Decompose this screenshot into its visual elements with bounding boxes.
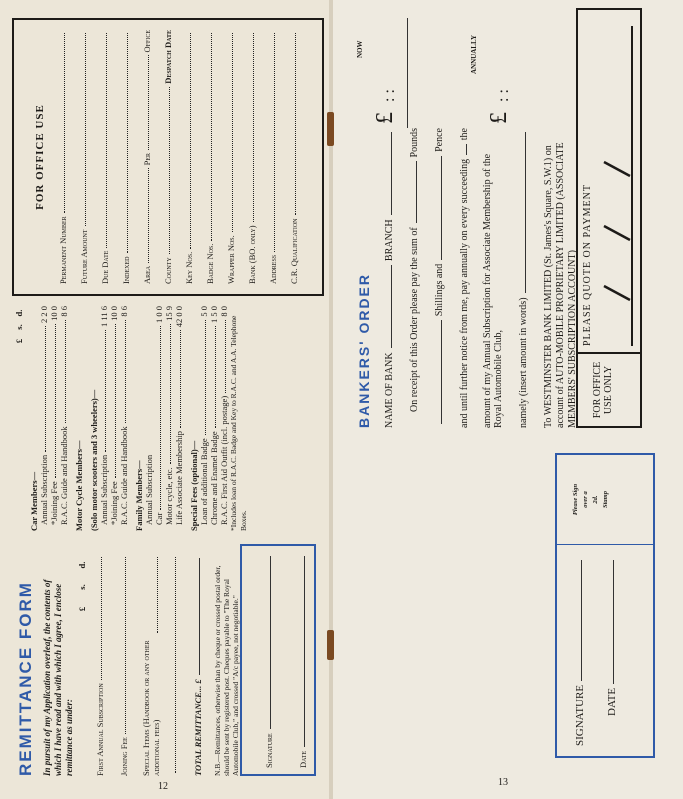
office-field-label: Future Amount <box>79 229 89 284</box>
office-field-label: Permanent Number <box>58 216 68 284</box>
office-use-only-box <box>576 8 642 428</box>
remittance-signature-field[interactable]: Signature <box>264 552 274 768</box>
fee-item-label: *Includes loan of R.A.C. Badge and Key to R.A.C. and A.A. Telephone Boxes. <box>229 315 248 531</box>
office-use-title: FOR OFFICE USE <box>34 104 46 210</box>
fees-list <box>29 306 249 531</box>
office-field[interactable] <box>79 30 89 284</box>
fee-item <box>49 306 59 531</box>
signature-date-box <box>240 544 316 776</box>
despatch-date-label: Despatch Date <box>163 30 173 84</box>
fee-item-label: Annual Subscription <box>144 454 154 525</box>
office-field[interactable] <box>226 30 236 284</box>
fee-item-amount: 1 5 0 <box>209 306 219 323</box>
fee-item-label: Motor Cycle Members— <box>74 440 84 531</box>
fee-item <box>174 306 184 531</box>
remittance-intro: In pursuit of my Application overleaf, the contents of which I have read and with which I agree, I enclose remittance as under: <box>42 579 74 776</box>
office-field[interactable] <box>289 30 299 284</box>
bankers-order-panel <box>350 8 670 768</box>
fee-item <box>99 306 109 531</box>
remittance-date-field[interactable]: Date <box>298 552 308 768</box>
fee-item <box>134 306 144 531</box>
office-field-label: C.R. Qualification <box>289 218 299 284</box>
fees-schedule <box>12 306 324 531</box>
fee-item <box>209 306 219 531</box>
fee-item-label: Life Associate Membership <box>174 431 184 525</box>
blank-line[interactable] <box>175 554 179 776</box>
until-notice-field[interactable]: and until further notice from me, pay annually on every succeeding the <box>459 128 470 428</box>
amount-text: amount of my Annual Subscription for Associate Membership of the Royal Automobile Club, <box>482 153 504 428</box>
office-use-only-label: FOR OFFICE USE ONLY <box>578 352 640 426</box>
page-number-left: 12 <box>158 781 168 792</box>
total-remittance-line[interactable]: TOTAL REMITTANCE... £ <box>193 554 203 776</box>
fee-item-label: R.A.C. Guide and Handbook <box>119 426 129 525</box>
fee-item <box>119 306 129 531</box>
remittance-panel <box>12 16 324 776</box>
fee-item <box>189 306 199 531</box>
office-use-box <box>12 18 324 296</box>
fee-item-amount: 15 9 <box>164 306 174 321</box>
office-field[interactable] <box>142 30 152 284</box>
annually-amount-field[interactable]: £ : : <box>486 89 512 124</box>
office-field[interactable] <box>58 30 68 284</box>
stamp-area: Please Sign over a 2d. Stamp <box>557 455 653 545</box>
payment-reference-field[interactable] <box>600 16 632 346</box>
fee-item <box>109 306 119 531</box>
staple-top <box>327 112 334 146</box>
amount-words-field[interactable]: namely (insert amount in words) <box>518 128 529 428</box>
office-field[interactable] <box>163 30 173 284</box>
fee-item-amount: 42 0 0 <box>174 306 184 328</box>
office-field[interactable] <box>247 30 257 284</box>
fee-item-label: (Solo motor scooters and 3 wheelers)— <box>89 389 99 531</box>
payment-slashes <box>600 16 634 346</box>
fee-item-amount: 5 0 <box>199 306 209 317</box>
fee-item-amount: 10 0 <box>109 306 119 321</box>
fee-item-label: Loan of additional Badge <box>199 438 209 525</box>
office-field[interactable] <box>100 30 110 284</box>
shillings-pence-field[interactable]: Shillings and Pence <box>434 128 445 428</box>
fee-item-amount: 1 11 6 <box>99 306 109 327</box>
annually-label: ANNUALLY <box>470 34 478 74</box>
fee-item-label: Annual Subscription <box>39 454 49 525</box>
fee-item-label: *Joining Fee <box>109 481 119 525</box>
office-field-label: Address <box>268 254 278 284</box>
fee-item <box>74 306 84 531</box>
remittance-currency-header: £ s. d. <box>77 561 87 612</box>
order-signature-field[interactable]: SIGNATURE <box>575 556 585 746</box>
fee-item <box>39 306 49 531</box>
fee-item-label: Car <box>154 512 164 525</box>
fee-item-amount: 1 0 0 <box>154 306 164 323</box>
fee-item-amount: 8 6 <box>119 306 129 317</box>
office-fields <box>58 30 299 284</box>
fee-item-label: R.A.C. First Aid Outfit (incl. postage) <box>219 395 229 525</box>
pounds-field[interactable]: On receipt of this Order please pay the sum of Pounds <box>409 128 420 412</box>
special-items-line[interactable]: Special Items (Handbook or any other additional fees) <box>141 554 161 776</box>
remittance-form <box>12 546 324 776</box>
now-label: NOW <box>356 40 364 58</box>
fee-item-amount: 8 0 <box>219 306 229 317</box>
remittance-title: REMITTANCE FORM <box>16 581 35 776</box>
fee-item <box>29 306 39 531</box>
fee-item-label: Car Members— <box>29 471 39 531</box>
joining-fee-line[interactable]: Joining Fee <box>119 554 129 776</box>
westminster-bank-text: To WESTMINSTER BANK LIMITED (St. James's Square, S.W.1) on account of AUTO-MOBILE PROPRIETARY LIMITED (ASSOCIATE MEMBERS' SUBSCRIPTION ACCOUNT) <box>543 142 578 428</box>
fee-item-amount: 10 0 <box>49 306 59 321</box>
fee-item <box>229 306 249 531</box>
order-date-field[interactable]: DATE <box>607 556 617 716</box>
stamp-signature-box <box>555 453 655 758</box>
office-field-label: Badge Nos. <box>205 243 215 284</box>
fee-item <box>59 306 69 531</box>
office-field-label: Indexed <box>121 256 131 284</box>
office-field-label: Area <box>142 265 152 284</box>
now-amount-field[interactable]: £ : : <box>372 89 398 124</box>
fee-item-amount: 2 2 0 <box>39 306 49 323</box>
remittance-note: N.B.—Remittances, otherwise than by cheque or crossed postal order, should be sent by registered post. Cheques payable to "The Royal Automobile Club," and crossed "A/c payee, not negotiable." <box>213 565 240 776</box>
office-label: Office <box>142 30 152 53</box>
fee-item-label: *Joining Fee <box>49 481 59 525</box>
first-annual-subscription-line[interactable]: First Annual Subscription <box>95 554 105 776</box>
office-field-label: Wrapper Nos. <box>226 235 236 284</box>
per-label: Per <box>142 152 152 166</box>
fee-item-label: R.A.C. Guide and Handbook <box>59 426 69 525</box>
fee-item-amount: 8 6 <box>59 306 69 317</box>
office-field-label: County <box>163 257 173 284</box>
fee-item <box>219 306 229 531</box>
fee-item <box>154 306 164 531</box>
bankers-order-title: BANKERS' ORDER <box>356 272 372 428</box>
fee-item-label: Family Members— <box>134 460 144 531</box>
fee-item <box>164 306 174 531</box>
office-field[interactable] <box>205 30 215 284</box>
please-quote-label: PLEASE QUOTE ON PAYMENT <box>582 184 593 346</box>
office-field[interactable] <box>268 30 278 284</box>
fee-item <box>144 306 154 531</box>
fee-item-label: Chrome and Enamel Badge <box>209 431 219 525</box>
office-field-label: Due Date <box>100 250 110 284</box>
office-field-label: Key Nos. <box>184 251 194 284</box>
fee-item-label: Special Fees (optional)— <box>189 440 199 531</box>
fee-item <box>89 306 99 531</box>
office-field[interactable] <box>121 30 131 284</box>
fee-item <box>199 306 209 531</box>
page-number-right: 13 <box>498 777 508 788</box>
bank-name-field[interactable]: NAME OF BANK BRANCH <box>384 128 395 428</box>
fees-currency-header: £ s. d. <box>14 309 24 344</box>
fee-item-label: Motor cycle, etc. <box>164 467 174 525</box>
staple-bottom <box>327 630 334 660</box>
fee-item-label: Annual Subscription <box>99 454 109 525</box>
office-field[interactable] <box>184 30 194 284</box>
office-field-label: Bank (BO. only) <box>247 225 257 284</box>
